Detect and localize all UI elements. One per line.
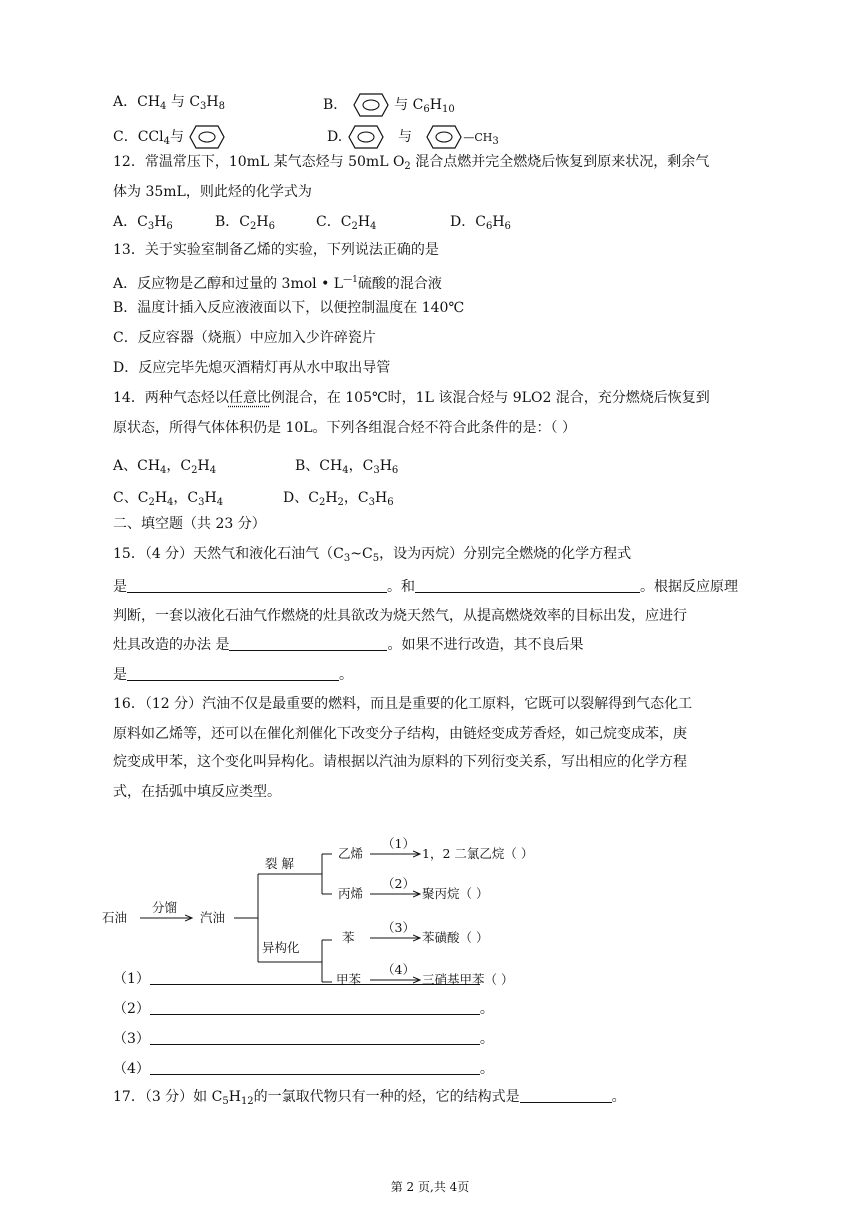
label-isomerization: 异构化 — [262, 940, 300, 955]
answer-blank[interactable] — [127, 576, 387, 593]
label-cracking: 裂 解 — [265, 856, 294, 871]
q13-option-d: D．反应完毕先熄灭酒精灯再从水中取出导管 — [113, 360, 391, 376]
benzene-ring-icon — [347, 124, 385, 150]
answer-blank[interactable] — [127, 664, 339, 681]
benzene-ring-icon — [425, 124, 463, 150]
q17-line: 17．（3 分）如 $C_5H_{12}$的一氯取代物只有一种的烃，它的结构式是 。 — [113, 1086, 626, 1112]
q16-line1: 16．（12 分）汽油不仅是最重要的燃料，而且是重要的化工原料，它既可以裂解得到气态化工 — [113, 696, 693, 712]
answer-blank[interactable] — [150, 968, 480, 985]
benzene-ring-icon — [188, 124, 226, 150]
label-reaction-4: （4） — [382, 962, 415, 977]
q16-line3: 烷变成甲苯，这个变化叫异构化。请根据以汽油为原料的下列衍变关系，写出相应的化学方程 — [113, 754, 687, 770]
node-gasoline: 汽油 — [200, 910, 226, 925]
node-propylene: 丙烯 — [338, 886, 364, 901]
answer-line-2: （2） 。 — [113, 998, 494, 1019]
q13-stem: 13．关于实验室制备乙烯的实验，下列说法正确的是 — [113, 242, 439, 258]
q12-option-c: C．$C_2H_4$ — [316, 214, 377, 232]
q13-option-a: A．反应物是乙醇和过量的 3mol • $L^{—1}$硫酸的混合液 — [113, 275, 442, 292]
q15-line3: 判断，一套以液化石油气作燃烧的灶具欲改为烧天然气，从提高燃烧效率的目标出发，应进行 — [113, 608, 687, 624]
q12-stem-line2: 体为 35mL，则此烃的化学式为 — [113, 184, 312, 200]
answer-line-3: （3） 。 — [113, 1028, 494, 1049]
q12-stem-line1: 12．常温常压下，10mL 某气态烃与 50mL $O_2$ 混合点燃并完全燃烧后恢复到原来状况，剩余气 — [113, 154, 710, 172]
q14-stem-line2: 原状态，所得气体体积仍是 10L。下列各组混合烃不符合此条件的是：（ ） — [113, 420, 577, 436]
q14-option-d: D、$C_2H_2$，$C_3H_6$ — [283, 490, 394, 508]
q11-option-c: C．CCl$_4$与 — [113, 124, 226, 152]
q15-line1: 15．（4 分）天然气和液化石油气（$C_3\sim C_5$，设为丙烷）分别完全燃烧的化学方程式 — [113, 546, 632, 564]
node-ethylene: 乙烯 — [338, 846, 364, 861]
q14-option-a: A、$CH_4$，$C_2H_4$ — [113, 458, 217, 476]
answer-blank[interactable] — [150, 1058, 480, 1075]
q12-option-a: A．$C_3H_6$ — [113, 214, 173, 232]
product-trinitrotoluene: 三硝基甲苯（ ） — [422, 972, 514, 987]
q14-option-b: B、$CH_4$，$C_3H_6$ — [295, 458, 399, 476]
label-distillation: 分馏 — [152, 900, 178, 915]
page-footer: 第 2 页,共 4页 — [390, 1180, 470, 1194]
answer-blank[interactable] — [150, 998, 480, 1015]
section-heading: 二、填空题（共 23 分） — [113, 516, 266, 532]
q14-stem-line1: 14．两种气态烃以任意比例混合，在 105℃时，1L 该混合烃与 9LO2 混合，充分燃烧后恢复到 — [113, 390, 710, 406]
q14-option-c: C、$C_2H_4$，$C_3H_4$ — [113, 490, 224, 508]
q13-option-b: B．温度计插入反应液液面以下，以便控制温度在 140℃ — [113, 300, 465, 316]
q13-option-c: C．反应容器（烧瓶）中应加入少许碎瓷片 — [113, 330, 376, 346]
answer-blank[interactable] — [520, 1086, 612, 1103]
q12-option-d: D．$C_6H_6$ — [450, 214, 511, 232]
answer-blank[interactable] — [150, 1028, 480, 1045]
product-polypropylene: 聚丙烷（ ） — [422, 886, 489, 901]
q15-line2: 是 。和 。根据反应原理 — [113, 576, 738, 597]
node-crude-oil: 石油 — [102, 910, 128, 925]
q12-option-b: B．$C_2H_6$ — [215, 214, 275, 232]
q16-line2: 原料如乙烯等，还可以在催化剂催化下改变分子结构，由链烃变成芳香烃，如己烷变成苯，庚 — [113, 726, 687, 742]
q11-option-b: B． 与 $C_6H_{10}$ — [323, 92, 455, 120]
answer-blank[interactable] — [415, 576, 640, 593]
q15-line4: 灶具改造的办法 是 。如果不进行改造，其不良后果 — [113, 634, 583, 655]
answer-line-1: （1） — [113, 968, 480, 989]
q11-option-a: A．$CH_4$ 与 $C_3H_8$ — [113, 94, 226, 112]
node-toluene: 甲苯 — [336, 972, 362, 987]
q15-line5: 是 。 — [113, 664, 353, 685]
answer-line-4: （4） 。 — [113, 1058, 494, 1079]
product-dichloroethane: 1，2 二氯乙烷（ ） — [422, 846, 534, 861]
benzene-ring-icon — [352, 92, 390, 118]
answer-blank[interactable] — [229, 634, 387, 651]
q11-option-d: D. 与 $—CH_3$ — [327, 124, 499, 152]
label-reaction-3: （3） — [382, 920, 415, 935]
node-benzene: 苯 — [342, 930, 355, 945]
label-reaction-1: （1） — [382, 836, 415, 851]
product-benzenesulfonic-acid: 苯磺酸（ ） — [422, 930, 489, 945]
label-reaction-2: （2） — [382, 876, 415, 891]
q16-line4: 式，在括弧中填反应类型。 — [113, 784, 281, 800]
